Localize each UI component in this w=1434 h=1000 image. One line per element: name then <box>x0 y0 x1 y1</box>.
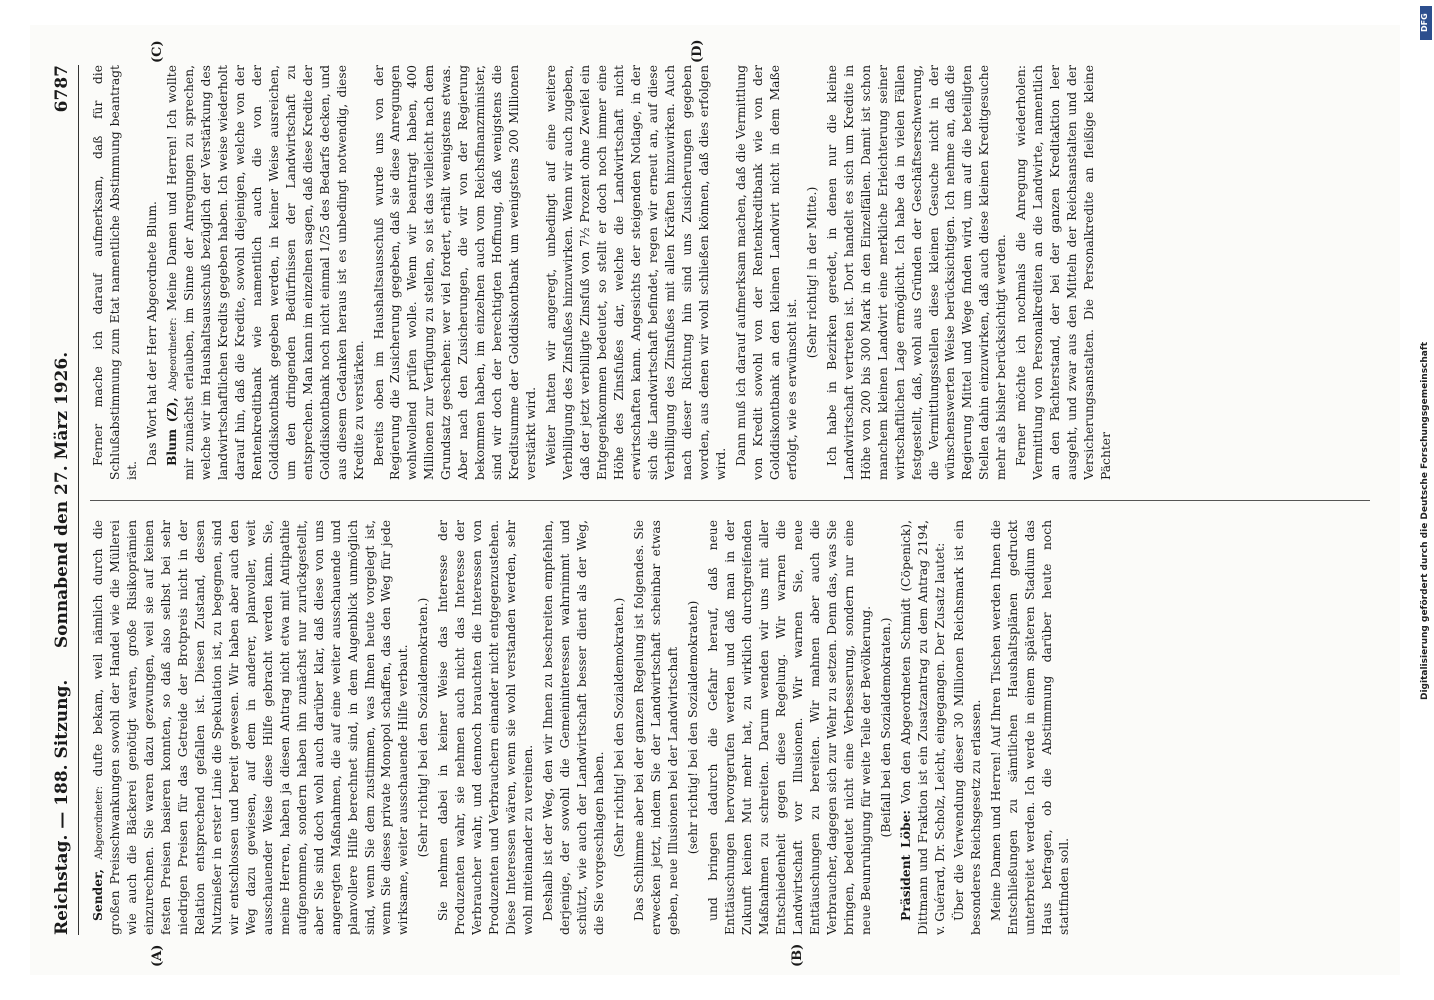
interjection <box>878 520 895 935</box>
interjection <box>804 65 821 480</box>
marker-d: (D) <box>690 39 705 63</box>
interjection <box>415 520 432 935</box>
marker-c: (C) <box>150 40 165 63</box>
interjection <box>611 520 628 935</box>
paragraph <box>1013 65 1115 480</box>
speaker-name: Sender, <box>90 869 105 921</box>
paragraph <box>543 65 730 480</box>
text-column-right <box>90 65 1370 480</box>
page-number: 6787 <box>52 65 72 113</box>
speaker-role: Abgeordneter: <box>94 785 105 860</box>
dfg-logo: DFG <box>1420 6 1432 40</box>
speaker-paragraph <box>898 520 949 935</box>
interjection-text: (Beifall bei den Sozialdemokraten.) <box>878 617 893 838</box>
interjection-text: (Sehr richtig! bei den Sozialdemokraten.) <box>416 597 431 858</box>
interjection-text: (Sehr richtig! bei den Sozialdemokraten.) <box>612 597 627 858</box>
paragraph-text: Meine Damen und Herren! Auf Ihren Tischen werden Ihnen die Entschließungen zu sämtlichen Haushaltsplänen gedruckt unterbreitet werden. Ich werde in einem späteren Stadium das Haus befragen, ob die Abstimmung darüber heute noch stattfinden soll. <box>989 520 1072 935</box>
paragraph <box>705 520 875 935</box>
speech-text: dufte bekam, weil nämlich durch die großen Preisschwankungen sowohl der Handel wie die Müllerei wie auch die Bäckerei genötigt waren, große Risikoprämien einzurechnen. Sie waren dazu gezwungen, weil sie auf keinen festen Preisen basieren konnten, so daß also selbst bei sehr niedrigen Preisen für das Getreide der Brotpreis nicht in der Relation entsprechend gefallen ist. Diesen Zustand, dessen Nutznießer in erster Linie die Spekulation ist, zu begegnen, sind wir entschlossen und bereit gewesen. Wir haben aber auch den Weg dazu gewiesen, auf dem in anderer, planvoller, weit ausschauender Weise diese Hilfe gebracht werden kann. Sie, meine Herren, haben ja diesen Antrag nicht etwa mit Antipathie aufgenommen, sondern haben ihn zunächst nur zurückgestellt, aber Sie sind doch wohl auch darüber klar, daß diese von uns angeregten Maßnahmen, die auf eine weiter ausschauende und planvollere Hilfe berechnet sind, in dem Augenblick unmöglich sind, wenn Sie dem zustimmen, was Ihnen heute vorgelegt ist, wenn Sie dieses private Monopol schaffen, das den Weg für jede wirksame, weiter ausschauende Hilfe verbaut. <box>91 520 411 935</box>
marker-a: (A) <box>150 944 165 967</box>
paragraph <box>144 65 161 480</box>
speaker-paragraph <box>164 65 368 480</box>
speaker-name: Präsident Löbe: <box>897 810 913 921</box>
paragraph-text: Dann muß ich darauf aufmerksam machen, daß die Vermittlung von Kredit sowohl von der Rentenkreditbank wie von der Golddiskontbank an den kleinen Landwirt nicht in dem Maße erfolgt, wie es erwünscht ist. <box>733 65 799 480</box>
digitization-credit: Digitalisierung gefördert durch die Deutsche Forschungsgemeinschaft <box>1420 341 1430 700</box>
paragraph-text: Das Schlimme aber bei der ganzen Regelung ist folgendes. Sie erwecken jetzt, indem Sie der Landwirtschaft scheinbar etwas geben, neue Illusionen bei der Landwirtschaft <box>632 520 680 935</box>
paragraph <box>951 520 985 935</box>
paragraph <box>988 520 1073 935</box>
paragraph-text: Über die Verwendung dieser 30 Millionen Reichsmark ist ein besonderes Reichsgesetz zu erlassen. <box>952 520 984 935</box>
paragraph <box>631 520 682 935</box>
page-header <box>48 65 79 935</box>
header-date: Sonnabend den 27. März 1926. <box>52 351 72 649</box>
paragraph <box>435 520 537 935</box>
paragraph-text: Das Wort hat der Herr Abgeordnete Blum. <box>144 201 159 466</box>
text-column-left <box>90 520 1370 935</box>
speaker-role: Abgeordneter: <box>167 317 179 391</box>
interjection <box>685 520 702 935</box>
paragraph-text: Bereits oben im Haushaltsausschuß wurde uns von der Regierung die Zusicherung gegeben, daß sie diese Anregungen wohlwollend prüfen wolle. Wenn wir beantragt haben, 400 Millionen zur Verfügung zu stellen, so ist das vielleicht nach dem Grundsatz geschehen: wer viel fordert, erhält wenigstens etwas. Aber nach den Zusicherungen, die wir von der Regierung bekommen haben, im einzelnen auch vom Reichsfinanzminister, sind wir doch der berechtigten Hoffnung, daß wenigstens die Kreditsumme der Golddiskontbank um wenigstens 200 Millionen verstärkt wird. <box>371 65 539 480</box>
paragraph <box>90 65 141 480</box>
speaker-name: Blum (Z), <box>163 397 179 466</box>
paragraph-text: Weiter hatten wir angeregt, unbedingt auf eine weitere Verbilligung des Zinsfußes hinzuwirken. Wenn wir auch zugeben, daß der jetzt verbilligte Zinsfuß von 7½ Prozent ohne Zweifel ein Entgegenkommen bedeutet, so stellt er doch noch immer eine Höhe des Zinsfußes dar, welche die Landwirtschaft nicht erwirtschaften kann. Angesichts der steigenden Notlage, in der sich die Landwirtschaft befindet, regen wir erneut an, auf diese Verbilligung des Zinsfußes mit allen Kräften hinzuwirken. Auch nach dieser Richtung hin sind uns Zusicherungen gegeben worden, aus denen wir wohl schließen können, daß dies erfolgen wird. <box>544 65 728 480</box>
paragraph-text: Deshalb ist der Weg, den wir Ihnen zu beschreiten empfehlen, derjenige, der sowohl die Gemeininteressen wahrnimmt und schützt, wie auch der Landwirtschaft besser dient als der Weg, die Sie vorgeschlagen haben. <box>541 520 607 935</box>
paragraph <box>733 65 801 480</box>
paragraph-text: Ferner möchte ich nochmals die Anregung wiederholen: Vermittlung von Personalkrediten an die Landwirte, namentlich an den Pächterstand, der bei der ganzen Kreditaktion leer ausgeht, und zwar aus den Mitteln der Reichsanstalten und der Versicherungsanstalten. Die Personalkredite an fleißige kleine Pächter <box>1014 65 1114 480</box>
interjection-text: (sehr richtig! bei den Sozialdemokraten) <box>685 600 700 855</box>
paragraph-text: Ferner mache ich darauf aufmerksam, daß für die Schlußabstimmung zum Etat namentliche Abstimmung beantragt ist. <box>91 65 139 480</box>
scanned-page <box>30 25 1400 975</box>
paragraph-text: Ich habe in Bezirken geredet, in denen nur die kleine Landwirtschaft vertreten ist. Dort handelt es sich um Kredite in Höhe von 200 bis 300 Mark in den Einzelfällen. Damit ist schon manchem kleinen Landwirt eine merkliche Erleichterung seiner wirtschaftlichen Lage ermöglicht. Ich habe da in vielen Fällen festgestellt, daß, wohl aus Gründen der Geschäftserschwerung, die Vermittlungsstellen diese kleinen Gesuche nicht in der wünschenswerten Weise berücksichtigen. Ich nehme an, daß die Regierung Mittel und Wege finden wird, um auf die beteiligten Stellen dahin einzuwirken, daß auch diese kleinen Kreditgesuche mehr als bisher berücksichtigt werden. <box>824 65 1009 480</box>
paragraph-text: und bringen dadurch die Gefahr herauf, daß neue Enttäuschungen hervorgerufen werden und daß man in der Zukunft keinen Mut mehr hat, zu wirklich durchgreifenden Maßnahmen zu schreiten. Darum wenden wir uns mit aller Entschiedenheit gegen diese Regelung. Wir warnen die Landwirtschaft vor Illusionen. Wir warnen Sie, neue Enttäuschungen zu bereiten. Wir mahnen aber auch die Verbraucher, dagegen sich zur Wehr zu setzen. Denn das, was Sie bringen, bedeutet nicht eine Verbesserung, sondern nur eine neue Beunruhigung für weite Teile der Bevölkerung. <box>705 520 873 935</box>
paragraph <box>540 520 608 935</box>
header-left: Reichstag. — 188. Sitzung. <box>52 679 72 935</box>
speaker-paragraph <box>90 520 412 935</box>
paragraph <box>824 65 1011 480</box>
paragraph <box>371 65 541 480</box>
column-divider <box>90 500 1370 501</box>
speech-text: Von den Abgeordneten Schmidt (Cöpenick), Dittmann und Fraktion ist ein Zusatzantrag zu dem Antrag 2194, v. Guérard, Dr. Scholz, Leicht, eingegangen. Der Zusatz lautet: <box>898 520 947 935</box>
paragraph-text: Sie nehmen dabei in keiner Weise das Interesse der Produzenten wahr, sie nehmen auch nicht das Interesse der Verbraucher wahr, und dennoch brauchten die Interessen von Produzenten und Verbrauchern einander nicht entgegenzustehen. Diese Interessen wären, wenn sie wohl verstanden werden, sehr wohl miteinander zu vereinen. <box>436 520 536 935</box>
interjection-text: (Sehr richtig! in der Mitte.) <box>804 186 819 359</box>
speech-text: Meine Damen und Herren! Ich wollte mir zunächst erlauben, im Sinne der Anregungen zu sprechen, welche wir im Haushaltsausschuß bezüglich der Verstärkung des landwirtschaftlichen Kredits gegeben haben. Ich weise wiederholt darauf hin, daß die Kredite, sowohl diejenigen, welche von der Rentenkreditbank wie namentlich auch die von der Golddiskontbank gegeben werden, in keiner Weise ausreichen, um den dringenden Bedürfnissen der Landwirtschaft zu entsprechen. Man kann im einzelnen sagen, daß diese Kredite der Golddiskontbank noch nicht einmal 1/25 des Bedarfs decken, und aus diesem Gedanken heraus ist es unbedingt notwendig, diese Kredite zu verstärken. <box>164 65 366 480</box>
marker-b: (B) <box>790 943 805 967</box>
rotated-page <box>30 25 1400 975</box>
